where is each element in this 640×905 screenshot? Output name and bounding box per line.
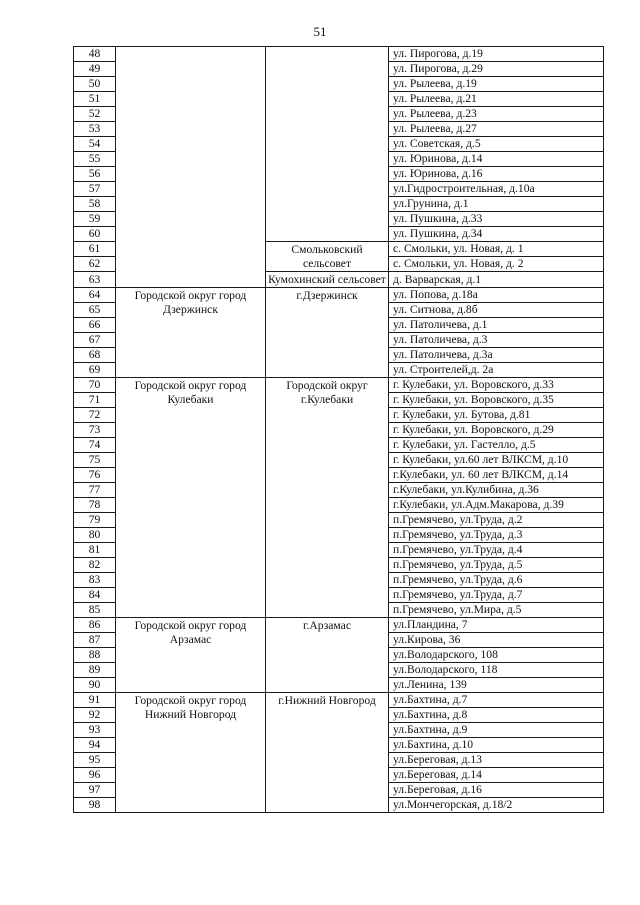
address-cell: ул.Грунина, д.1 — [389, 197, 604, 212]
address-cell: ул.Ленина, 139 — [389, 678, 604, 693]
address-cell: п.Гремячево, ул.Труда, д.3 — [389, 528, 604, 543]
row-number: 98 — [74, 798, 116, 813]
address-cell: п.Гремячево, ул.Труда, д.4 — [389, 543, 604, 558]
district-cell: Городской округ город Кулебаки — [116, 378, 266, 618]
row-number: 89 — [74, 663, 116, 678]
row-number: 95 — [74, 753, 116, 768]
district-cell: Городской округ город Нижний Новгород — [116, 693, 266, 813]
table-row — [74, 693, 604, 708]
address-cell: ул. Патоличева, д.3а — [389, 348, 604, 363]
row-number: 93 — [74, 723, 116, 738]
row-number: 73 — [74, 423, 116, 438]
row-number: 69 — [74, 363, 116, 378]
table-row — [74, 378, 604, 393]
row-number: 94 — [74, 738, 116, 753]
address-cell: ул. Пирогова, д.29 — [389, 62, 604, 77]
district-cell: Городской округ город Дзержинск — [116, 288, 266, 378]
address-cell: ул.Береговая, д.16 — [389, 783, 604, 798]
address-cell: ул. Пирогова, д.19 — [389, 47, 604, 62]
row-number: 56 — [74, 167, 116, 182]
row-number: 54 — [74, 137, 116, 152]
address-cell: ул.Володарского, 118 — [389, 663, 604, 678]
settlement-cell: Кумохинский сельсовет — [266, 272, 389, 288]
row-number: 87 — [74, 633, 116, 648]
address-cell: г.Кулебаки, ул. 60 лет ВЛКСМ, д.14 — [389, 468, 604, 483]
table-body — [74, 47, 604, 813]
address-cell: ул.Бахтина, д.9 — [389, 723, 604, 738]
settlement-cell: г.Дзержинск — [266, 288, 389, 378]
row-number: 82 — [74, 558, 116, 573]
row-number: 55 — [74, 152, 116, 167]
row-number: 53 — [74, 122, 116, 137]
address-cell: п.Гремячево, ул.Труда, д.2 — [389, 513, 604, 528]
row-number: 91 — [74, 693, 116, 708]
row-number: 88 — [74, 648, 116, 663]
address-cell: ул. Патоличева, д.3 — [389, 333, 604, 348]
row-number: 85 — [74, 603, 116, 618]
address-cell: с. Смольки, ул. Новая, д. 1 — [389, 242, 604, 257]
settlement-cell: г.Арзамас — [266, 618, 389, 693]
row-number: 68 — [74, 348, 116, 363]
address-cell: ул. Попова, д.18а — [389, 288, 604, 303]
row-number: 78 — [74, 498, 116, 513]
row-number: 81 — [74, 543, 116, 558]
row-number: 96 — [74, 768, 116, 783]
row-number: 67 — [74, 333, 116, 348]
address-cell: ул.Бахтина, д.7 — [389, 693, 604, 708]
address-cell: ул.Береговая, д.14 — [389, 768, 604, 783]
row-number: 48 — [74, 47, 116, 62]
row-number: 63 — [74, 272, 116, 288]
district-cell — [116, 47, 266, 288]
address-cell: ул. Юринова, д.16 — [389, 167, 604, 182]
address-cell: г. Кулебаки, ул. Гастелло, д.5 — [389, 438, 604, 453]
address-cell: г.Кулебаки, ул.Кулибина, д.36 — [389, 483, 604, 498]
polling-stations-table — [73, 46, 604, 813]
row-number: 57 — [74, 182, 116, 197]
address-cell: с. Смольки, ул. Новая, д. 2 — [389, 257, 604, 272]
row-number: 66 — [74, 318, 116, 333]
row-number: 83 — [74, 573, 116, 588]
address-cell: ул. Рылеева, д.19 — [389, 77, 604, 92]
row-number: 90 — [74, 678, 116, 693]
row-number: 52 — [74, 107, 116, 122]
address-cell: ул. Советская, д.5 — [389, 137, 604, 152]
row-number: 51 — [74, 92, 116, 107]
address-cell: ул. Рылеева, д.21 — [389, 92, 604, 107]
address-cell: п.Гремячево, ул.Мира, д.5 — [389, 603, 604, 618]
table-row — [74, 618, 604, 633]
row-number: 61 — [74, 242, 116, 257]
row-number: 75 — [74, 453, 116, 468]
row-number: 80 — [74, 528, 116, 543]
row-number: 79 — [74, 513, 116, 528]
settlement-cell: Городской округ г.Кулебаки — [266, 378, 389, 618]
row-number: 72 — [74, 408, 116, 423]
table-row — [74, 288, 604, 303]
address-cell: п.Гремячево, ул.Труда, д.5 — [389, 558, 604, 573]
row-number: 50 — [74, 77, 116, 92]
row-number: 74 — [74, 438, 116, 453]
address-cell: ул. Юринова, д.14 — [389, 152, 604, 167]
address-cell: ул.Бахтина, д.10 — [389, 738, 604, 753]
row-number: 59 — [74, 212, 116, 227]
row-number: 77 — [74, 483, 116, 498]
address-cell: ул. Патоличева, д.1 — [389, 318, 604, 333]
row-number: 84 — [74, 588, 116, 603]
address-cell: ул.Береговая, д.13 — [389, 753, 604, 768]
address-cell: г.Кулебаки, ул.Адм.Макарова, д.39 — [389, 498, 604, 513]
address-cell: п.Гремячево, ул.Труда, д.7 — [389, 588, 604, 603]
address-cell: г. Кулебаки, ул. Воровского, д.33 — [389, 378, 604, 393]
address-cell: ул.Гидростроительная, д.10а — [389, 182, 604, 197]
address-cell: п.Гремячево, ул.Труда, д.6 — [389, 573, 604, 588]
address-cell: ул.Мончегорская, д.18/2 — [389, 798, 604, 813]
address-cell: ул. Рылеева, д.27 — [389, 122, 604, 137]
row-number: 71 — [74, 393, 116, 408]
address-cell: ул. Пушкина, д.33 — [389, 212, 604, 227]
address-cell: ул. Рылеева, д.23 — [389, 107, 604, 122]
row-number: 58 — [74, 197, 116, 212]
address-cell: ул.Володарского, 108 — [389, 648, 604, 663]
address-cell: г. Кулебаки, ул. Воровского, д.29 — [389, 423, 604, 438]
row-number: 60 — [74, 227, 116, 242]
settlement-cell: Смольковский сельсовет — [266, 242, 389, 272]
address-cell: ул. Пушкина, д.34 — [389, 227, 604, 242]
row-number: 76 — [74, 468, 116, 483]
row-number: 97 — [74, 783, 116, 798]
row-number: 49 — [74, 62, 116, 77]
row-number: 70 — [74, 378, 116, 393]
address-cell: г. Кулебаки, ул. Воровского, д.35 — [389, 393, 604, 408]
row-number: 62 — [74, 257, 116, 272]
address-cell: ул. Ситнова, д.8б — [389, 303, 604, 318]
address-cell: д. Варварская, д.1 — [389, 272, 604, 288]
row-number: 92 — [74, 708, 116, 723]
page-number: 51 — [313, 24, 327, 39]
settlement-cell: г.Нижний Новгород — [266, 693, 389, 813]
table-row — [74, 47, 604, 62]
row-number: 86 — [74, 618, 116, 633]
row-number: 64 — [74, 288, 116, 303]
address-cell: ул.Пландина, 7 — [389, 618, 604, 633]
district-cell: Городской округ город Арзамас — [116, 618, 266, 693]
address-cell: г. Кулебаки, ул.60 лет ВЛКСМ, д.10 — [389, 453, 604, 468]
settlement-cell — [266, 47, 389, 242]
address-cell: ул.Бахтина, д.8 — [389, 708, 604, 723]
address-cell: ул. Строителей,д. 2а — [389, 363, 604, 378]
row-number: 65 — [74, 303, 116, 318]
address-cell: ул.Кирова, 36 — [389, 633, 604, 648]
address-cell: г. Кулебаки, ул. Бутова, д.81 — [389, 408, 604, 423]
